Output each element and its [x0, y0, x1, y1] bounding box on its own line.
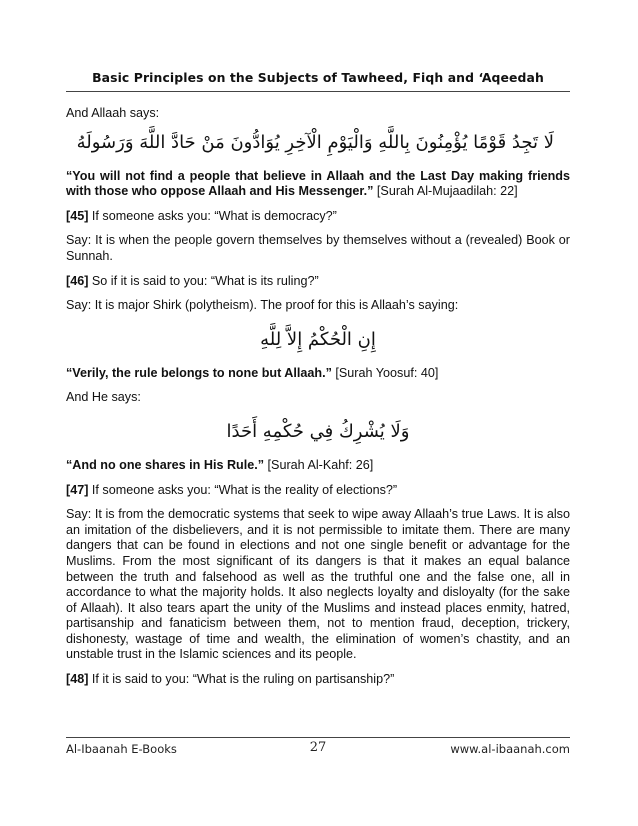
question-46	[66, 274, 570, 290]
translation-mujaadilah	[66, 169, 570, 200]
page-body	[66, 106, 570, 697]
question-number: [45]	[66, 208, 89, 223]
question-text: If someone asks you: “What is the reality of elections?”	[88, 482, 398, 497]
running-header: Basic Principles on the Subjects of Tawheed, Fiqh and ‘Aqeedah	[66, 70, 570, 92]
translation-yoosuf	[66, 366, 570, 382]
quote-text: “Verily, the rule belongs to none but Allaah.”	[66, 365, 332, 380]
page-footer	[66, 737, 570, 756]
arabic-verse-yoosuf: إِنِ الْحُكْمُ إِلاَّ لِلَّهِ	[260, 328, 376, 350]
question-45	[66, 209, 570, 225]
question-text: If someone asks you: “What is democracy?”	[88, 208, 337, 223]
question-text: If it is said to you: “What is the ruling on partisanship?”	[88, 672, 395, 687]
arabic-verse-mujaadilah: لَا تَجِدُ قَوْمًا يُؤْمِنُونَ بِاللَّهِ وَالْيَوْمِ الْآخِرِ يُوَادُّونَ مَنْ حَادَّ اللَّهَ وَرَسُولَهُ	[76, 131, 554, 153]
question-48	[66, 672, 570, 688]
arabic-verse-kahf: وَلَا يُشْرِكُ فِي حُكْمِهِ أَحَدًا	[226, 420, 410, 442]
question-text: So if it is said to you: “What is its ruling?”	[88, 273, 319, 288]
footer-website: www.al-ibaanah.com	[450, 742, 570, 756]
quote-reference: [Surah Al-Kahf: 26]	[264, 457, 374, 472]
question-number: [47]	[66, 482, 89, 497]
answer-46: Say: It is major Shirk (polytheism). The proof for this is Allaah’s saying:	[66, 298, 459, 313]
intro-line: And Allaah says:	[66, 106, 160, 120]
translation-kahf	[66, 458, 570, 474]
quote-reference: [Surah Al-Mujaadilah: 22]	[373, 184, 518, 199]
quote-reference: [Surah Yoosuf: 40]	[331, 365, 439, 380]
quote-text: “And no one shares in His Rule.”	[66, 457, 265, 472]
answer-45: Say: It is when the people govern themselves by themselves without a (revealed) Book or Sunnah.	[66, 233, 570, 263]
page-number: 27	[309, 740, 327, 755]
question-number: [48]	[66, 672, 89, 687]
and-he-says: And He says:	[66, 390, 141, 405]
answer-47: Say: It is from the democratic systems that seek to wipe away Allaah’s true Laws. It is also an imitation of the disbelievers, and it is not permissible to imitate them. There are many dangers that can be found in elections and not one single benefit or advantage for the Muslims. From the most significant of its dangers is that it makes an equal balance between the truth and falsehood as well as the truthful one and the false one, all in accordance to what the majority holds. It also neglects loyalty and disloyalty (for the sake of Allaah). It also tears apart the unity of the Muslims and instead places enmity, hatred, partisanship and fanaticism between them, not to mention fraud, deception, trickery, dishonesty, wastage of time and wealth, the elimination of women’s chastity, and an unstable trust in the Islamic sciences and its people.	[66, 507, 570, 662]
question-number: [46]	[66, 273, 89, 288]
quote-text: “You will not find a people that believe in Allaah and the Last Day making friends with those who oppose Allaah and His Messenger.”	[66, 168, 570, 199]
footer-publisher: Al-Ibaanah E-Books	[66, 742, 177, 756]
question-47	[66, 483, 570, 499]
